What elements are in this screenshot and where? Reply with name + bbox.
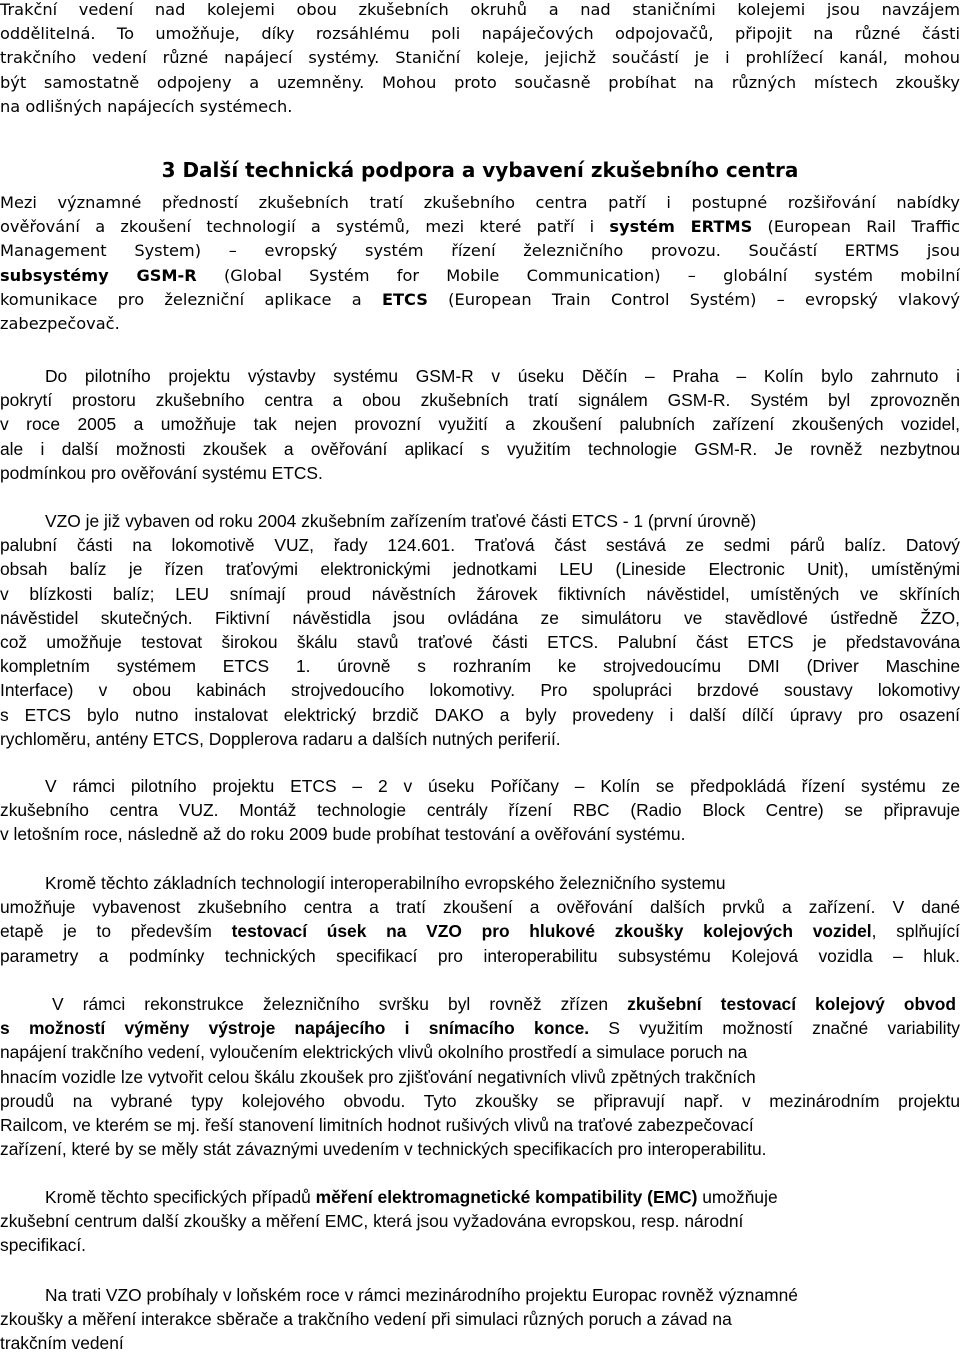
text-line: umožňuje vybavenost zkušebního centra a tratí zkoušení a ověřování dalších prvků a zařízení. V dané: [0, 897, 960, 918]
text-line: VZO je již vybaven od roku 2004 zkušebním zařízením traťové části ETCS - 1 (první úrovně): [45, 511, 757, 531]
text-line: Do pilotního projektu výstavby systému GSM-R v úseku Děčín – Praha – Kolín bylo zahrnuto i: [45, 366, 960, 386]
paragraph-noise-tests: [0, 871, 960, 968]
text-line: Mezi významné předností zkušebních tratí zkušebního centra patří i postupné rozšiřování nabídky: [0, 193, 960, 212]
text-line: V rámci rekonstrukce železničního svršku byl rovněž zřízen zkušební testovací kolejový obvod: [52, 994, 956, 1014]
text-line: ověřování a zkoušení technologií a systémů, mezi které patří i systém ERTMS (European Rail Traffic: [0, 217, 960, 237]
paragraph-ertms: [0, 191, 960, 336]
paragraph-etcs2: [0, 774, 960, 847]
noise-test-section-term: testovací úsek na VZO pro hlukové zkoušky kolejových vozidel: [231, 921, 872, 942]
text-line: Railcom, ve kterém se mj. řeší stanovení limitních hodnot rušivých vlivů na traťové zabezpečovací: [0, 1114, 754, 1135]
text-line: v letošním roce, následně až do roku 2009 bude probíhat testování a ověřování systému.: [0, 824, 686, 845]
text-line: trakčním vedení: [0, 1333, 124, 1354]
text-line: Management System) – evropský systém řízení železničního provozu. Součástí ERTMS jsou: [0, 241, 960, 261]
text-line: komunikace pro železniční aplikace a ETCS (European Train Control Systém) – evropský vlakový: [0, 289, 960, 309]
text-line: návěstidel skutečných. Fiktivní návěstidla jsou ovládána ze simulátoru ve stavědlové ústředně ŽZO,: [0, 607, 960, 628]
text-line: hnacím vozidle lze vytvořit celou škálu zkoušek pro zjišťování negativních vlivů zpětných trakčních: [0, 1066, 756, 1087]
text-line: ale i další možnosti zkoušek a ověřování aplikací s využitím technologie GSM-R. Je rovněž nezbytnou: [0, 438, 960, 459]
text-line: s ETCS bylo nutno instalovat elektrický brzdič DAKO a byly provedeny i další dílčí úpravy pro osazení: [0, 704, 960, 725]
gsmr-term: subsystémy GSM-R: [0, 265, 197, 285]
text-line: proudů na vybrané typy kolejového obvodu. Tyto zkoušky se připravují např. v mezinárodním projektu: [0, 1090, 960, 1111]
track-circuit-detail: s možností výměny výstroje napájecího i snímacího konce.: [0, 1018, 590, 1039]
ertms-term: systém ERTMS: [609, 217, 753, 237]
text-line: v blízkosti balíz; LEU snímají proud návěstních žárovek fiktivních návěstidel, umístěných ve skříních: [0, 583, 960, 604]
text-line: na odlišných napájecích systémech.: [0, 96, 293, 116]
text-line: v roce 2005 a umožňuje tak nejen provozní využití a zkoušení palubních zařízení zkoušených vozidel,: [0, 414, 960, 435]
text-line: trakčního vedení různé napájecí systémy. Staniční koleje, jejichž součástí je i prohlížecí kanál, mohou: [0, 48, 960, 68]
paragraph-track-circuit: [0, 992, 960, 1161]
track-circuit-term: zkušební testovací kolejový obvod: [627, 994, 956, 1014]
text-line: specifikací.: [0, 1235, 87, 1256]
text-line: Kromě těchto základních technologií interoperabilního evropského železničního systemu: [45, 873, 726, 893]
paragraph-gsmr-pilot: [0, 364, 960, 485]
section-heading: 3 Další technická podpora a vybavení zkušebního centra: [161, 158, 799, 182]
text-line: parametry a podmínky technických specifikací pro interoperabilitu subsystému Kolejová vozidla – hluk.: [0, 945, 960, 966]
text-line: subsystémy GSM-R (Global Systém for Mobile Communication) – globální systém mobilní: [0, 265, 960, 285]
intro-paragraph: [0, 0, 960, 119]
text-line: obsah balíz je řízen traťovými elektronickými jednotkami LEU (Lineside Electronic Unit), umístěnými: [0, 559, 960, 580]
text-line: zařízení, které by se měly stát závaznými uvedením v technických specifikacích pro interoperabilitu.: [0, 1139, 767, 1160]
text-line: pokrytí prostoru zkušebního centra a obou zkušebních tratí signálem GSM-R. Systém byl zprovozněn: [0, 390, 960, 411]
text-line: Interface) v obou kabinách strojvedoucího lokomotivy. Pro spolupráci brzdové soustavy lokomotivy: [0, 680, 960, 701]
text-line: kompletním systémem ETCS 1. úrovně s rozhraním ke strojvedoucímu DMI (Driver Maschine: [0, 656, 960, 677]
text-line: podmínkou pro ověřování systému ETCS.: [0, 462, 323, 483]
text-line: oddělitelná. To umožňuje, díky rozsáhlému poli napáječových odpojovačů, připojit na různé části: [0, 24, 960, 44]
text-line: napájení trakčního vedení, vyloučením elektrických vlivů okolního prostředí a simulace poruch na: [0, 1042, 748, 1063]
text-line: Kromě těchto specifických případů měření elektromagnetické kompatibility (EMC) umožňuje: [45, 1187, 778, 1207]
text-line: Trakční vedení nad kolejemi obou zkušebních okruhů a nad staničními kolejemi jsou navzájem: [0, 0, 960, 19]
text-line: zkoušky a měření interakce sběrače a trakčního vedení při simulaci různých poruch a závad na: [0, 1309, 732, 1330]
text-line: V rámci pilotního projektu ETCS – 2 v úseku Poříčany – Kolín se předpokládá řízení systému ze: [45, 776, 960, 796]
paragraph-europac: [0, 1283, 960, 1355]
text-line: být samostatně odpojeny a uzemněny. Mohou proto současně probíhat na různých místech zkoušky: [0, 72, 960, 92]
text-line: zkušebního centra VUZ. Montáž technologie centrály řízení RBC (Radio Block Centre) se připravuje: [0, 800, 960, 821]
text-line: rychloměru, antény ETCS, Dopplerova radaru a dalších nutných periferií.: [0, 728, 561, 749]
text-line: zabezpečovač.: [0, 313, 120, 333]
emc-term: měření elektromagnetické kompatibility (EMC): [315, 1187, 698, 1207]
etcs-term: ETCS: [381, 289, 428, 309]
text-line: etapě je to především testovací úsek na VZO pro hlukové zkoušky kolejových vozidel, splňující: [0, 921, 960, 942]
text-line: s možností výměny výstroje napájecího i snímacího konce. S využitím možností značné variability: [0, 1018, 960, 1039]
text-line: palubní části na lokomotivě VUZ, řady 124.601. Traťová část sestává ze sedmi párů balíz. Datový: [0, 535, 960, 556]
text-line: Na trati VZO probíhaly v loňském roce v rámci mezinárodního projektu Europac rovněž významné: [45, 1285, 798, 1305]
paragraph-etcs1: [0, 509, 960, 751]
paragraph-emc: [0, 1185, 960, 1258]
text-line: zkušební centrum další zkoušky a měření EMC, která jsou vyžadována evropskou, resp. národní: [0, 1211, 744, 1232]
text-line: což umožňuje testovat širokou škálu stavů traťové části ETCS. Palubní část ETCS je představována: [0, 631, 960, 652]
